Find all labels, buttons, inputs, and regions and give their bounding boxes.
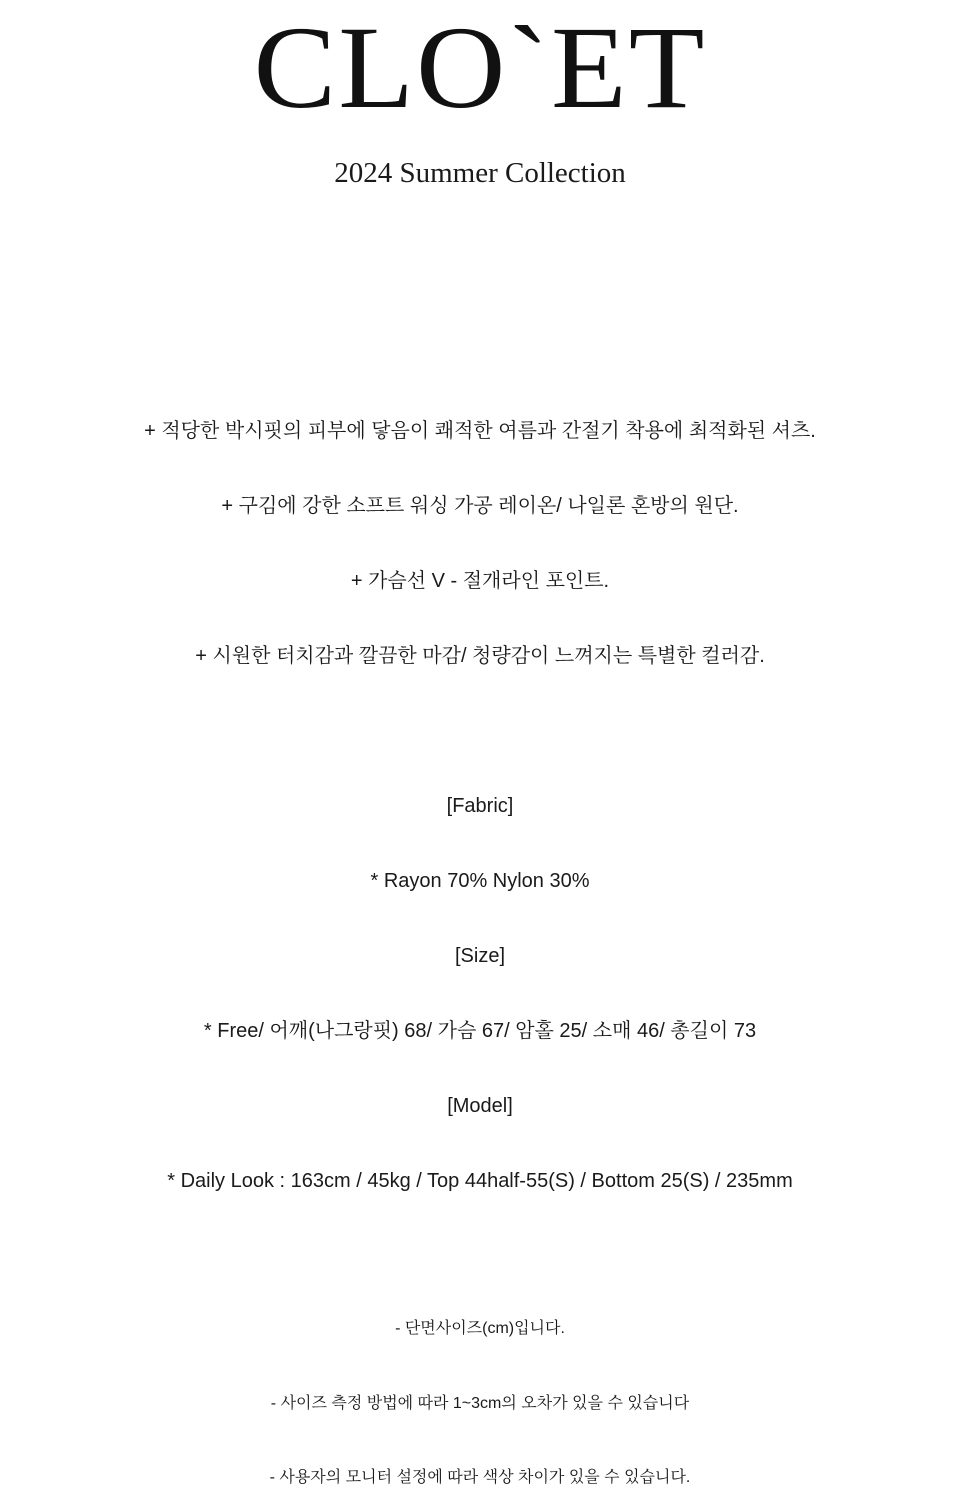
note-line: - 사용자의 모니터 설정에 따라 색상 차이가 있을 수 있습니다. [269,1469,691,1486]
fabric-value: * Rayon 70% Nylon 30% [370,870,590,892]
model-value: * Daily Look : 163cm / 45kg / Top 44half-55(S) / Bottom 25(S) / 235mm [167,1170,793,1192]
feature-line: + 가슴선 V - 절개라인 포인트. [350,570,610,592]
model-heading: [Model] [447,1095,513,1117]
note-line: - 사이즈 측정 방법에 따라 1~3cm의 오차가 있을 수 있습니다 [270,1395,690,1412]
brand-logo: CLO`ET [253,2,707,133]
feature-line: + 적당한 박시핏의 피부에 닿음이 쾌적한 여름과 간절기 착용에 최적화된 셔츠. [144,420,816,442]
fabric-heading: [Fabric] [446,795,514,817]
size-value: * Free/ 어깨(나그랑핏) 68/ 가슴 67/ 암홀 25/ 소매 46/ 총길이 73 [203,1020,757,1042]
size-heading: [Size] [454,945,506,967]
feature-line: + 구김에 강한 소프트 워싱 가공 레이온/ 나일론 혼방의 원단. [221,495,739,517]
collection-subtitle: 2024 Summer Collection [334,157,626,189]
note-line: - 단면사이즈(cm)입니다. [395,1320,565,1337]
feature-line: + 시원한 터치감과 깔끔한 마감/ 청량감이 느껴지는 특별한 컬러감. [195,645,765,667]
